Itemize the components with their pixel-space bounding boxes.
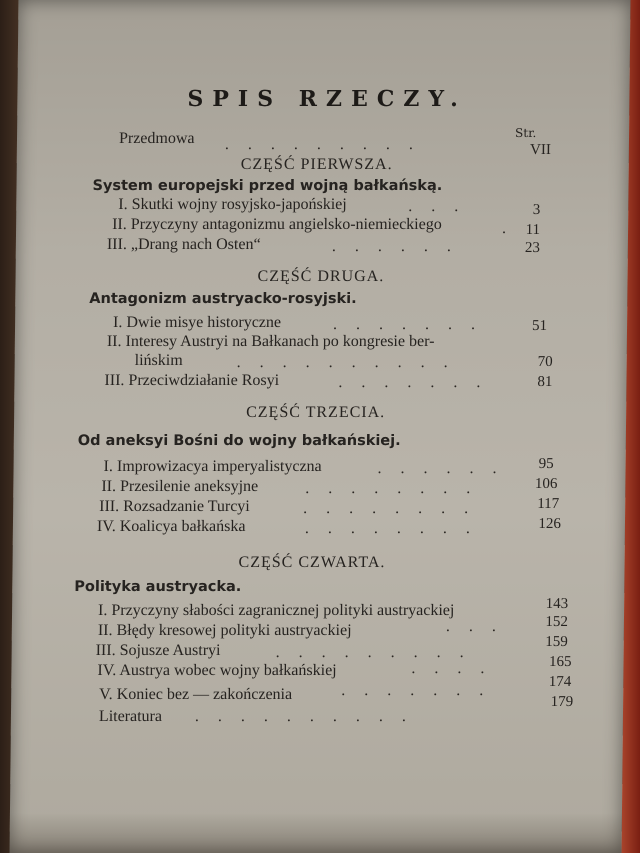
toc-entry: V. Koniec bez — zakończenia — [99, 686, 293, 703]
leader-dots: ....... — [332, 316, 495, 333]
leader-dots: ......... — [224, 136, 433, 153]
section-title: System europejski przed wojną bałkańską. — [92, 178, 443, 194]
toc-page-number: 126 — [538, 516, 562, 532]
leader-dots: ....... — [341, 682, 503, 699]
toc-entry: II. Przesilenie aneksyjne — [101, 478, 259, 495]
preface-label: Przedmowa — [118, 130, 195, 147]
leader-dots: ........ — [303, 500, 488, 517]
toc-entry: III. Przeciwdziałanie Rosyi — [104, 372, 280, 389]
toc-page-number: 23 — [524, 240, 540, 256]
leader-dots: ... — [408, 198, 478, 215]
book-page — [10, 0, 631, 853]
toc-entry: III. Rozsadzanie Turcyi — [99, 498, 250, 515]
toc-entry: II. Błędy kresowej polityki austryackiej — [97, 622, 352, 639]
part-title: CZĘŚĆ PIERWSZA. — [240, 156, 393, 173]
leader-dots: . — [501, 220, 526, 237]
leader-dots: ......... — [275, 644, 483, 661]
literature-label: Literatura — [98, 708, 163, 725]
leader-dots: .......... — [236, 354, 467, 371]
part-title: CZĘŚĆ DRUGA. — [257, 268, 385, 285]
leader-dots: ....... — [338, 374, 500, 391]
toc-entry: III. Sojusze Austryi — [95, 642, 221, 659]
section-title: Antagonizm austryacko-rosyjski. — [89, 291, 357, 307]
literature-page: 179 — [550, 694, 574, 710]
section-title: Od aneksyi Bośni do wojny bałkańskiej. — [77, 433, 401, 449]
toc-page-number: 3 — [532, 202, 541, 218]
toc-page-number: 159 — [545, 634, 568, 650]
leader-dots: ........ — [304, 520, 490, 537]
toc-entry: II. Interesy Austryi na Bałkanach po kongresie ber- — [106, 333, 435, 350]
leader-dots: .... — [411, 660, 504, 677]
toc-entry: I. Improwizacya imperyalistyczna — [103, 458, 322, 475]
toc-page-number: 11 — [525, 222, 541, 238]
toc-entry: IV. Koalicya bałkańska — [96, 518, 246, 535]
part-title: CZĘŚĆ CZWARTA. — [238, 554, 386, 571]
toc-entry: IV. Austrya wobec wojny bałkańskiej — [97, 662, 337, 679]
part-title: CZĘŚĆ TRZECIA. — [246, 404, 386, 421]
page-title: SPIS RZECZY. — [187, 86, 468, 112]
toc-page-number: 81 — [537, 374, 553, 390]
toc-page-number: 51 — [531, 318, 548, 334]
leader-dots: .......... — [194, 708, 426, 725]
page-column-label: Str. — [515, 126, 537, 140]
preface-page: VII — [529, 142, 551, 158]
toc-entry: I. Skutki wojny rosyjsko-japońskiej — [118, 196, 347, 213]
section-title: Polityka austryacka. — [74, 579, 242, 595]
toc-entry: II. Przyczyny antagonizmu angielsko-niemieckiego — [112, 216, 442, 233]
toc-page-number: 95 — [538, 456, 554, 472]
toc-entry: I. Dwie misye historyczne — [113, 314, 282, 331]
toc-entry-continuation: lińskim — [134, 352, 183, 369]
leader-dots: ...... — [377, 460, 516, 477]
toc-page-number: 106 — [534, 476, 558, 492]
toc-entry: I. Przyczyny słabości zagranicznej polityki austryackiej — [97, 602, 455, 619]
toc-page-number: 152 — [545, 614, 569, 630]
leader-dots: ... — [445, 618, 515, 635]
toc-page-number: 117 — [537, 496, 560, 512]
toc-entry: III. „Drang nach Osten“ — [106, 236, 261, 253]
toc-page-number: 143 — [545, 596, 569, 612]
leader-dots: ........ — [305, 480, 490, 497]
toc-page-number: 174 — [548, 674, 572, 690]
toc-page-number: 70 — [537, 354, 553, 370]
toc-page-number: 165 — [548, 654, 572, 670]
leader-dots: ...... — [331, 238, 470, 255]
